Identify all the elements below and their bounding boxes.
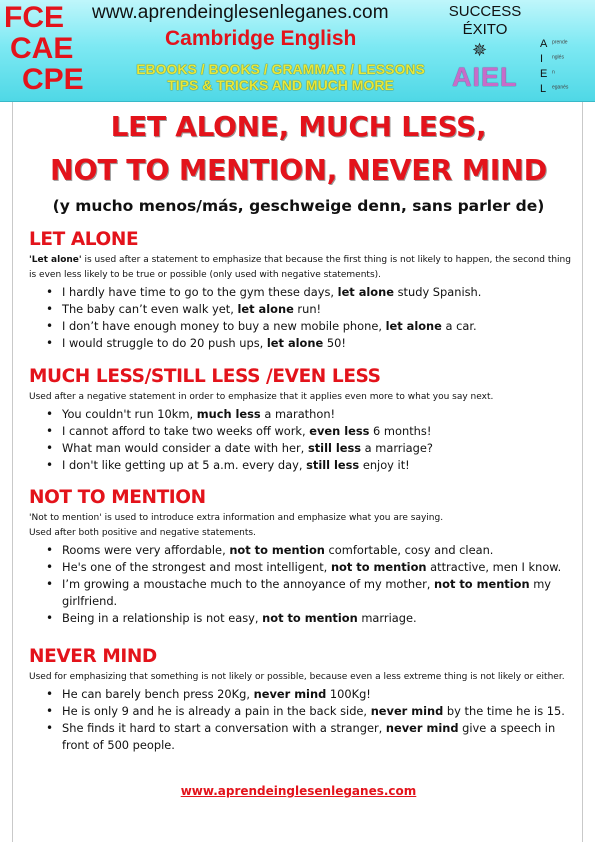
footer-website-link[interactable]: www.aprendeinglesenleganes.com [180,784,417,798]
list-item [29,406,575,423]
example-text: I don't like getting up at 5 a.m. every day, [62,458,307,472]
example-keyword: let alone [237,302,294,316]
example-keyword: still less [306,458,360,472]
section-much-less [29,366,575,474]
list-item [29,703,575,720]
description-text: is used after a statement to emphasize that because the first thing is not likely to happen, the second thing is even less likely to be true or possible (only used with negative statements). [29,255,571,280]
example-keyword: never mind [385,721,459,735]
section-title: LET ALONE [29,229,139,250]
example-keyword: never mind [370,704,444,718]
section-description: Used after a negative statement in order to emphasize that it applies even more to what you say next. [29,392,494,402]
example-list [29,406,575,474]
example-text: a marriage? [361,441,433,455]
example-text: a car. [441,319,477,333]
section-title: NOT TO MENTION [29,487,206,508]
example-text: I’m growing a moustache much to the annoyance of my mother, [62,577,435,591]
section-title: MUCH LESS/STILL LESS /EVEN LESS [29,366,381,387]
list-item [29,720,575,754]
acrostic-row [540,80,595,95]
example-keyword: not to mention [229,543,325,557]
example-text: comfortable, cosy and clean. [324,543,494,557]
example-text: enjoy it! [359,458,410,472]
list-item [29,686,575,703]
term-highlight: 'Let alone' [29,255,82,265]
example-keyword: not to mention [434,577,530,591]
tagline-line-1: EBOOKS / BOOKS / GRAMMAR / LESSONS [136,61,425,77]
page-title-line-2: NOT TO MENTION, NEVER MIND [50,154,547,187]
list-item [29,423,575,440]
document-body [12,102,583,842]
list-item [29,440,575,457]
example-text: I cannot afford to take two weeks off work, [62,424,310,438]
example-keyword: still less [307,441,362,455]
example-text: 100Kg! [326,687,371,701]
section-title: NEVER MIND [29,646,157,667]
description-line: 'Not to mention' is used to introduce extra information and emphasize what you are saying. [29,513,444,523]
acrostic-word: eganés [552,84,569,91]
example-text: I would struggle to do 20 push ups, [62,336,267,350]
section-description: Used for emphasizing that something is not likely or possible, because even a less extreme thing is not likely or either. [29,672,565,682]
example-keyword: let alone [385,319,442,333]
exam-label-cae: CAE [10,32,74,65]
example-text: study Spanish. [393,285,482,299]
example-keyword: let alone [337,285,394,299]
example-text: He's one of the strongest and most intelligent, [62,560,331,574]
list-item [29,301,575,318]
acrostic-letter: I [540,53,544,65]
list-item [29,576,575,610]
example-text: run! [293,302,322,316]
list-item [29,457,575,474]
success-label: SUCCESS [448,3,522,20]
example-text: I hardly have time to go to the gym these days, [62,285,338,299]
example-text: marriage. [357,611,417,625]
header-taglines [108,61,453,93]
example-keyword: not to mention [262,611,358,625]
example-list [29,542,575,627]
acrostic-letter: E [540,68,548,80]
footer [13,784,584,798]
example-text: 6 months! [369,424,432,438]
aiel-logo: AIEL [452,62,518,92]
example-text: The baby can’t even walk yet, [62,302,238,316]
acrostic-row [540,65,595,80]
section-let-alone [29,229,575,352]
acrostic-letter: A [540,38,548,50]
example-text: a marathon! [260,407,336,421]
example-text: I don’t have enough money to buy a new mobile phone, [62,319,386,333]
example-text: He can barely bench press 20Kg, [62,687,254,701]
example-text: give a speech in front of 500 people. [62,721,556,752]
example-text: Being in a relationship is not easy, [62,611,263,625]
list-item [29,318,575,335]
list-item [29,284,575,301]
example-keyword: much less [196,407,261,421]
acrostic-letter: L [540,83,547,95]
example-text: What man would consider a date with her, [62,441,308,455]
brand-title: Cambridge English [165,27,357,50]
sparkle-icon: ✵ [472,40,488,60]
example-list [29,686,575,754]
example-text: You couldn't run 10km, [62,407,197,421]
section-description [29,253,575,283]
page-subtitle: (y mucho menos/más, geschweige denn, sans parler de) [52,197,545,215]
section-description [29,511,575,541]
tagline-line-2: TIPS & TRICKS AND MUCH MORE [167,77,394,93]
example-text: attractive, men I know. [426,560,562,574]
list-item [29,542,575,559]
example-list [29,284,575,352]
example-text: 50! [323,336,346,350]
example-text: by the time he is 15. [443,704,565,718]
exam-label-cpe: CPE [22,63,84,96]
header-site-url: www.aprendeinglesenleganes.com [92,2,389,23]
example-text: She finds it hard to start a conversation with a stranger, [62,721,386,735]
example-keyword: let alone [266,336,324,350]
example-text: Rooms were very affordable, [62,543,230,557]
example-text: my girlfriend. [62,577,552,608]
list-item [29,559,575,576]
list-item [29,335,575,352]
example-text: He is only 9 and he is already a pain in the back side, [62,704,371,718]
header-banner [0,0,595,102]
section-never-mind [29,646,575,754]
example-keyword: never mind [253,687,327,701]
exito-label: ÉXITO [462,21,508,38]
page-title-line-1: LET ALONE, MUCH LESS, [110,110,487,143]
description-line: Used after both positive and negative statements. [29,528,256,538]
exam-label-fce: FCE [4,1,64,34]
acrostic-row [540,50,595,65]
acrostic-word: nglés [552,54,564,61]
example-keyword: not to mention [330,560,427,574]
example-keyword: even less [309,424,370,438]
aiel-acrostic [540,35,595,95]
list-item [29,610,575,627]
acrostic-word: prende [552,39,568,46]
section-not-to-mention [29,487,575,627]
acrostic-word: n [552,69,555,76]
acrostic-row [540,35,595,50]
